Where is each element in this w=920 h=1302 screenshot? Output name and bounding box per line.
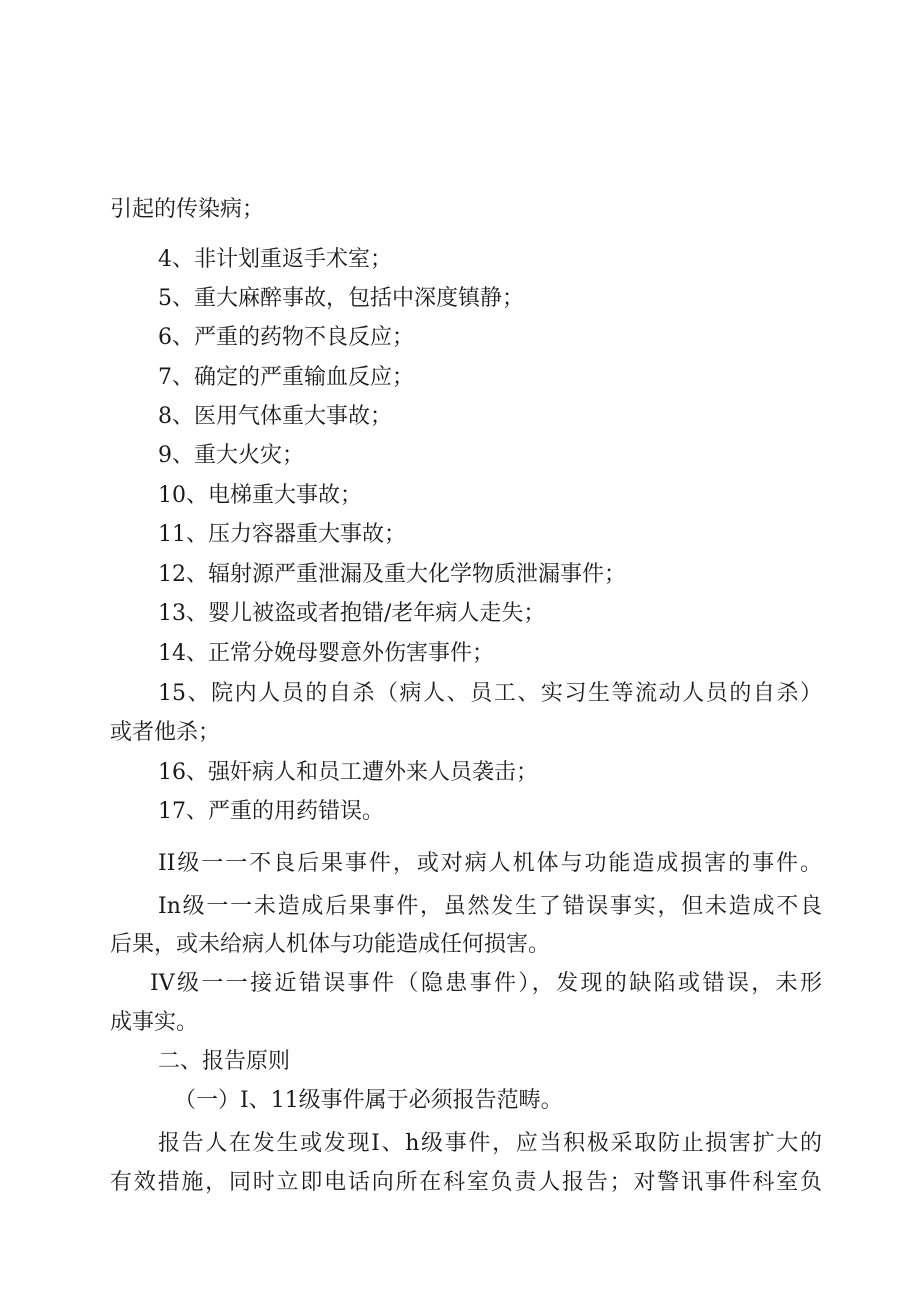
list-item: 5、重大麻醉事故，包括中深度镇静；	[158, 286, 524, 311]
list-item: 10、电梯重大事故；	[158, 483, 362, 508]
list-item: 17、严重的用药错误。	[158, 799, 384, 824]
section-heading: 二、报告原则	[158, 1049, 291, 1074]
list-item: 13、婴儿被盗或者抱错/老年病人走失；	[158, 601, 546, 626]
list-item: 6、严重的药物不良反应；	[158, 325, 414, 350]
list-item: 12、辐射源严重泄漏及重大化学物质泄漏事件；	[158, 562, 626, 587]
list-item: 16、强奸病人和员工遭外来人员袭击；	[158, 760, 538, 785]
list-item: 9、重大火灾；	[158, 443, 304, 468]
paragraph-line: II级一一不良后果事件，或对病人机体与功能造成损害的事件。	[158, 851, 822, 876]
paragraph-line: 有效措施，同时立即电话向所在科室负责人报告；对警讯事件科室负	[110, 1170, 822, 1195]
paragraph-line: 后果，或未给病人机体与功能造成任何损害。	[110, 932, 551, 957]
list-item: 14、正常分娩母婴意外伤害事件；	[158, 641, 494, 666]
list-item: 8、医用气体重大事故；	[158, 404, 392, 429]
paragraph-line: IV级一一接近错误事件（隐患事件），发现的缺陷或错误，未形	[150, 971, 822, 996]
list-item: 4、非计划重返手术室；	[158, 247, 392, 272]
text-line: 引起的传染病；	[110, 197, 265, 222]
text-line: 或者他杀；	[110, 720, 221, 745]
list-item: 7、确定的严重输血反应；	[158, 365, 414, 390]
paragraph-line: 报告人在发生或发现I、h级事件，应当积极采取防止损害扩大的	[158, 1131, 822, 1156]
paragraph-line: In级一一未造成后果事件，虽然发生了错误事实，但未造成不良	[158, 894, 822, 919]
subsection-heading: （一）I、11级事件属于必须报告范畴。	[174, 1088, 563, 1113]
list-item: 15、院内人员的自杀（病人、员工、实习生等流动人员的自杀）	[158, 681, 822, 706]
list-item: 11、压力容器重大事故；	[158, 522, 406, 547]
paragraph-line: 成事实。	[110, 1010, 199, 1035]
